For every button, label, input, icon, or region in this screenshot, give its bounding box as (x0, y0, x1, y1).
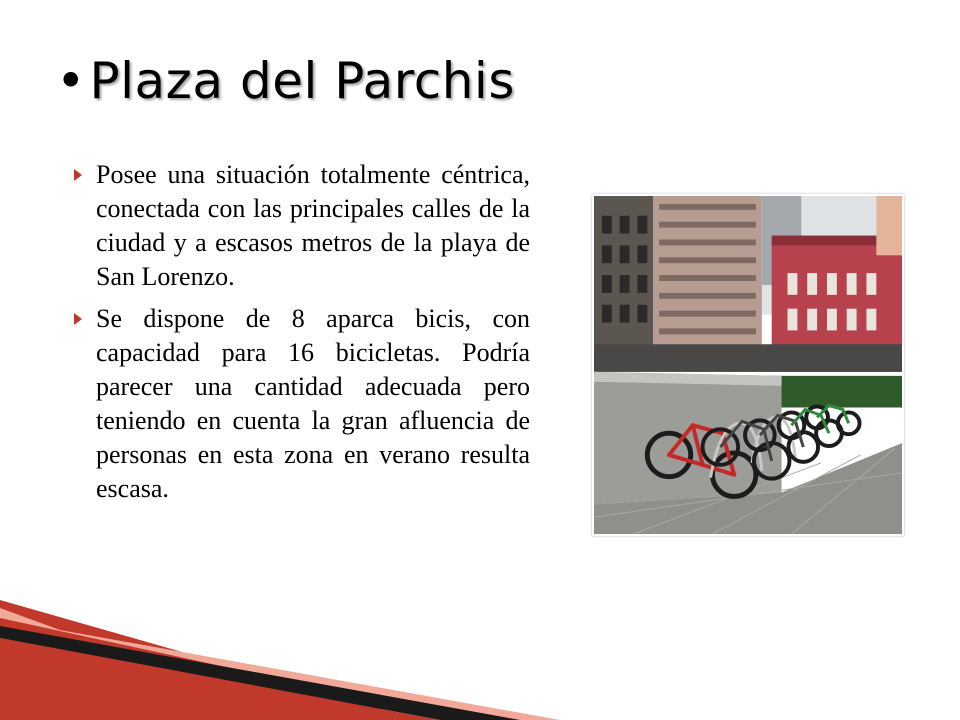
bullet-text: Posee una situación totalmente céntrica, conectada con las principales calles de la ciudad y a escasos metros de la playa de San Lorenzo. (96, 160, 530, 291)
ribbon-decoration (0, 600, 960, 720)
bullet-item (72, 158, 530, 294)
bullet-text: Se dispone de 8 aparca bicis, con capacidad para 16 bicicletas. Podría parecer una cantidad adecuada pero teniendo en cuenta la gran afluencia de personas en esta zona en verano resulta escasa. (96, 304, 530, 503)
arrow-bullet-icon (74, 169, 82, 181)
arrow-bullet-icon (74, 313, 82, 325)
title-bullet: • (56, 52, 86, 110)
title-text: Plaza del Parchis (89, 52, 515, 110)
slide-title (56, 52, 515, 110)
plaza-bicycles-photo (592, 194, 904, 536)
bullet-item (72, 302, 530, 506)
bullet-list (72, 158, 530, 514)
